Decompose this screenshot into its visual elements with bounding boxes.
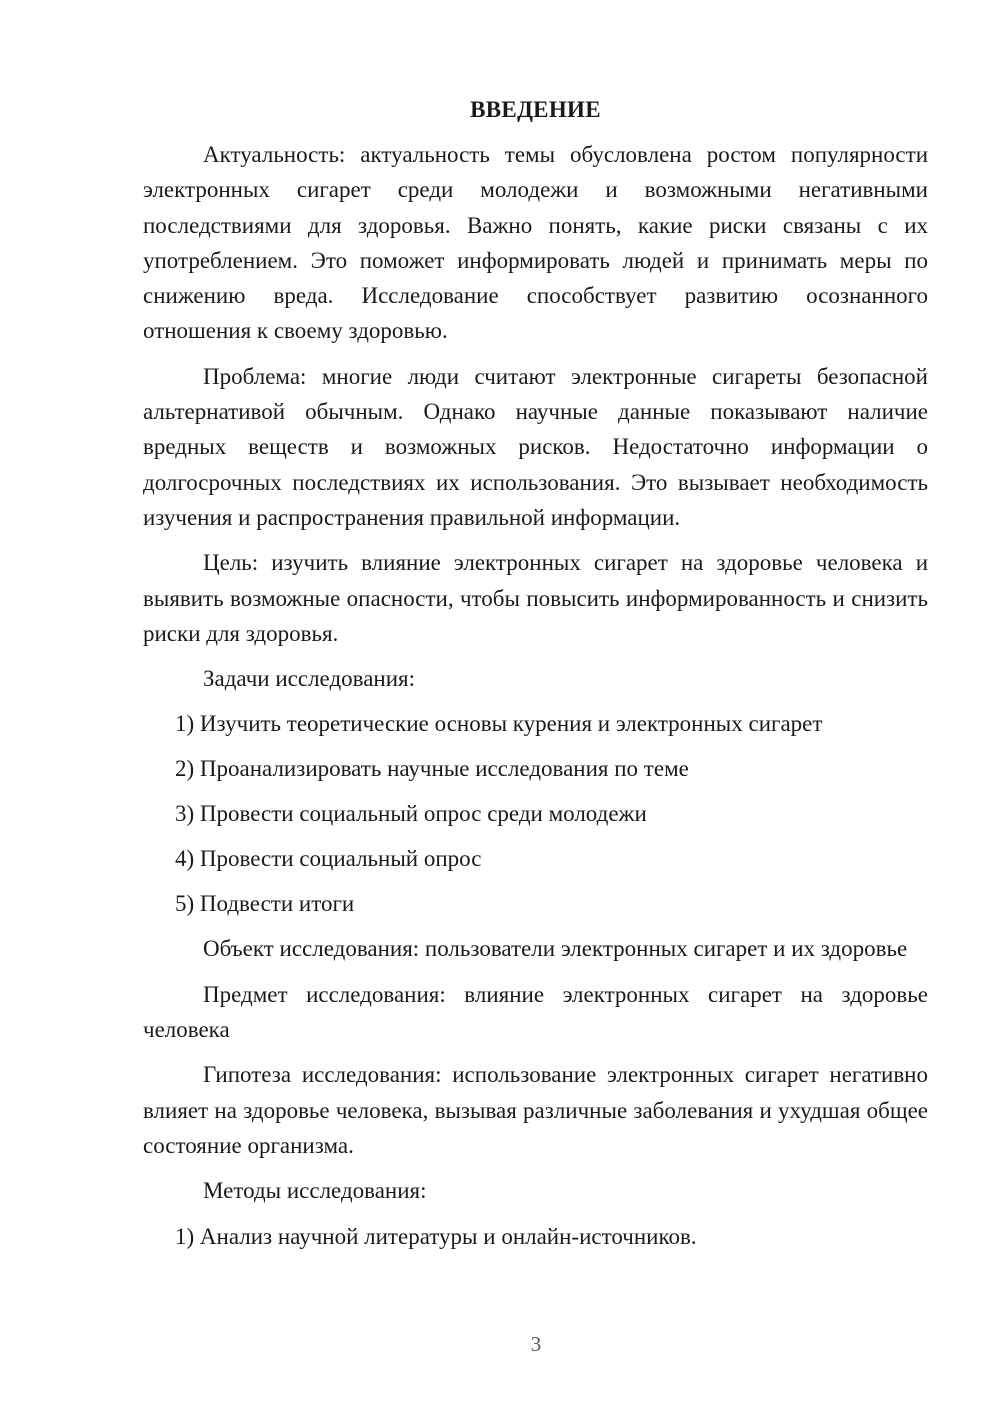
page-number: 3 [530,1332,542,1356]
task-item-5: 5) Подвести итоги [175,891,355,917]
object-paragraph: Объект исследования: пользователи электронных сигарет и их здоровье [203,936,908,962]
subject-paragraph: Предмет исследования: влияние электронных сигарет на здоровье человека [143,981,928,1043]
document-page [143,95,928,1254]
methods-heading: Методы исследования: [203,1178,427,1204]
goal-paragraph: Цель: изучить влияние электронных сигарет на здоровье человека и выявить возможные опасности, чтобы повысить информированность и снизить риски для здоровья. [143,550,928,646]
tasks-heading: Задачи исследования: [203,666,416,692]
task-item-4: 4) Провести социальный опрос [175,846,482,872]
method-item-1: 1) Анализ научной литературы и онлайн-источников. [175,1223,697,1249]
hypothesis-paragraph: Гипотеза исследования: использование электронных сигарет негативно влияет на здоровье человека, вызывая различные заболевания и ухудшая общее состояние организма. [143,1062,928,1158]
section-title: ВВЕДЕНИЕ [470,97,601,122]
task-item-3: 3) Провести социальный опрос среди молодежи [175,801,647,827]
relevance-paragraph: Актуальность: актуальность темы обусловлена ростом популярности электронных сигарет среди молодежи и возможными негативными последствиями для здоровья. Важно понять, какие риски связаны с их употреблением. Это поможет информировать людей и принимать меры по снижению вреда. Исследование способствует развитию осознанного отношения к своему здоровью. [143,142,928,344]
problem-paragraph: Проблема: многие люди считают электронные сигареты безопасной альтернативой обычным. Однако научные данные показывают наличие вредных веществ и возможных рисков. Недостаточно информации о долгосрочных последствиях их использования. Это вызывает необходимость изучения и распространения правильной информации. [143,363,928,530]
task-item-1: 1) Изучить теоретические основы курения и электронных сигарет [175,711,823,737]
task-item-2: 2) Проанализировать научные исследования по теме [175,756,689,782]
